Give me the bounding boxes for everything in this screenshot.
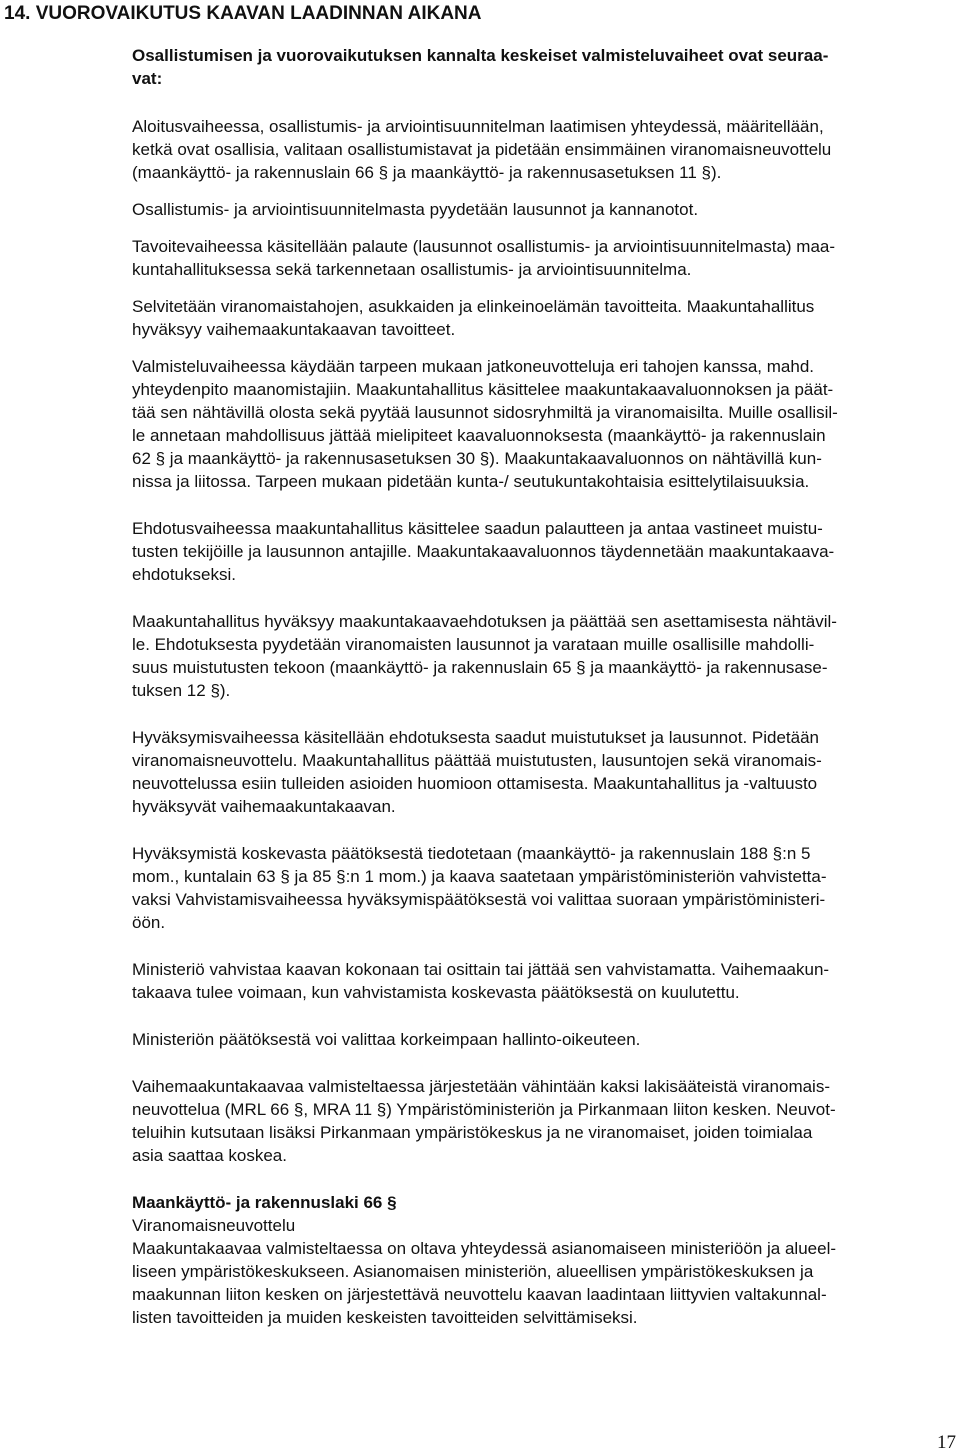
paragraph-line: Vaihemaakuntakaavaa valmisteltaessa järjestetään vähintään kaksi lakisääteistä viranomais-: [132, 1077, 830, 1096]
paragraph-line: ketkä ovat osallisia, valitaan osallistumistavat ja pidetään ensimmäinen viranomaisneuvottelu: [132, 140, 832, 159]
paragraph-line: neuvottelussa esiin tulleiden asioiden huomioon ottamisesta. Maakuntahallitus ja -valtuusto: [132, 774, 818, 793]
paragraph-line: Ministeriö vahvistaa kaavan kokonaan tai osittain tai jättää sen vahvistamatta. Vaihemaakun-: [132, 960, 830, 979]
paragraph-line: hyväksyy vaihemaakuntakaavan tavoitteet.: [132, 320, 456, 339]
law-section: [132, 1191, 954, 1329]
paragraph-line: öön.: [132, 913, 166, 932]
paragraph-line: viranomaisneuvottelu. Maakuntahallitus päättää muistutusten, lausuntojen sekä viranomais-: [132, 751, 822, 770]
paragraph-line: teluihin kutsutaan lisäksi Pirkanmaan ympäristökeskus ja ne viranomaiset, joiden toimialaa: [132, 1123, 813, 1142]
paragraph-line: Tavoitevaiheessa käsitellään palaute (lausunnot osallistumis- ja arviointisuunnitelmasta) maa-: [132, 237, 836, 256]
page-number: 17: [937, 1432, 956, 1453]
law-line: Maakuntakaavaa valmisteltaessa on oltava yhteydessä asianomaiseen ministeriöön ja alueel-: [132, 1239, 837, 1258]
paragraph-line: suus muistutusten tekoon (maankäyttö- ja rakennuslain 65 § ja maankäyttö- ja rakennusase-: [132, 658, 828, 677]
paragraph-line: Hyväksymisvaiheessa käsitellään ehdotuksesta saadut muistutukset ja lausunnot. Pidetään: [132, 728, 819, 747]
section-title: 14. VUOROVAIKUTUS KAAVAN LAADINNAN AIKANA: [4, 3, 482, 24]
paragraph-line: Osallistumis- ja arviointisuunnitelmasta pyydetään lausunnot ja kannanotot.: [132, 200, 699, 219]
paragraph-line: le annetaan mahdollisuus jättää mielipiteet kaavaluonnoksesta (maankäyttö- ja rakennuslain: [132, 426, 826, 445]
paragraph-lausunnot: [132, 198, 954, 221]
paragraph-line: Ministeriön päätöksestä voi valittaa korkeimpaan hallinto-oikeuteen.: [132, 1030, 641, 1049]
law-line: liseen ympäristökeskukseen. Asianomaisen ministeriön, alueellisen ympäristökeskuksen ja: [132, 1262, 814, 1281]
paragraph-line: kuntahallituksessa sekä tarkennetaan osallistumis- ja arviointisuunnitelma.: [132, 260, 692, 279]
paragraph-line: hyväksyvät vaihemaakuntakaavan.: [132, 797, 396, 816]
intro-heading-line: Osallistumisen ja vuorovaikutuksen kannalta keskeiset valmisteluvaiheet ovat seuraa-: [132, 46, 829, 65]
paragraph-line: tusten tekijöille ja lausunnon antajille. Maakuntakaavaluonnos täydennetään maakuntakaava-: [132, 542, 835, 561]
paragraph-line: Aloitusvaiheessa, osallistumis- ja arviointisuunnitelman laatimisen yhteydessä, määritellään,: [132, 117, 824, 136]
paragraph-line: yhteydenpito maanomistajiin. Maakuntahallitus käsittelee maakuntakaavaluonnoksen ja päät-: [132, 380, 834, 399]
paragraph-line: tuksen 12 §).: [132, 681, 231, 700]
paragraph-line: asia saattaa koskea.: [132, 1146, 287, 1165]
paragraph-tavoitevaihe: [132, 235, 954, 281]
paragraph-valmisteluvaihe: [132, 355, 954, 493]
paragraph-line: Maakuntahallitus hyväksyy maakuntakaavaehdotuksen ja päättää sen asettamisesta nähtävil-: [132, 612, 837, 631]
paragraph-line: Valmisteluvaiheessa käydään tarpeen mukaan jatkoneuvotteluja eri tahojen kanssa, mahd.: [132, 357, 814, 376]
paragraph-aloitusvaihe: [132, 115, 954, 184]
paragraph-line: Hyväksymistä koskevasta päätöksestä tiedotetaan (maankäyttö- ja rakennuslain 188 §:n 5: [132, 844, 811, 863]
intro-heading-line: vat:: [132, 69, 163, 88]
paragraph-line: mom., kuntalain 63 § ja 85 §:n 1 mom.) ja kaava saatetaan ympäristöministeriön vahvistetta-: [132, 867, 827, 886]
paragraph-valitus: [132, 1028, 954, 1051]
law-subheading: Viranomaisneuvottelu: [132, 1216, 296, 1235]
paragraph-viranomaisneuvottelut: [132, 1075, 954, 1167]
law-line: listen tavoitteiden ja muiden keskeisten tavoitteiden selvittämiseksi.: [132, 1308, 638, 1327]
paragraph-line: tää sen nähtävillä olosta sekä pyytää lausunnot sidosryhmiltä ja viranomaisilta. Muille osallisil-: [132, 403, 838, 422]
paragraph-line: vaksi Vahvistamisvaiheessa hyväksymispäätöksestä voi valittaa suoraan ympäristöministeri-: [132, 890, 826, 909]
paragraph-paatos: [132, 842, 954, 934]
paragraph-line: Ehdotusvaiheessa maakuntahallitus käsittelee saadun palautteen ja antaa vastineet muistu-: [132, 519, 823, 538]
paragraph-line: nissa ja liitossa. Tarpeen mukaan pidetään kunta-/ seutukuntakohtaisia esittelytilaisuuksia.: [132, 472, 810, 491]
document-body: [132, 44, 954, 1329]
paragraph-hyvaksymisvaihe: [132, 726, 954, 818]
paragraph-line: takaava tulee voimaan, kun vahvistamista koskevasta päätöksestä on kuulutettu.: [132, 983, 740, 1002]
paragraph-line: ehdotukseksi.: [132, 565, 236, 584]
paragraph-tavoitteet: [132, 295, 954, 341]
paragraph-line: (maankäyttö- ja rakennuslain 66 § ja maankäyttö- ja rakennusasetuksen 11 §).: [132, 163, 722, 182]
paragraph-nahtavilla: [132, 610, 954, 702]
intro-heading: [132, 44, 954, 90]
paragraph-vahvistus: [132, 958, 954, 1004]
paragraph-line: le. Ehdotuksesta pyydetään viranomaisten lausunnot ja varataan muille osallisille mahdolli-: [132, 635, 815, 654]
paragraph-line: Selvitetään viranomaistahojen, asukkaiden ja elinkeinoelämän tavoitteita. Maakuntahallitus: [132, 297, 815, 316]
paragraph-line: neuvottelua (MRL 66 §, MRA 11 §) Ympäristöministeriön ja Pirkanmaan liiton kesken. Neuvot-: [132, 1100, 836, 1119]
law-line: maakunnan liiton kesken on järjestettävä neuvottelu kaavan laadintaan liittyvien valtakunnal-: [132, 1285, 827, 1304]
paragraph-line: 62 § ja maankäyttö- ja rakennusasetuksen 30 §). Maakuntakaavaluonnos on nähtävillä kun-: [132, 449, 822, 468]
law-heading: Maankäyttö- ja rakennuslaki 66 §: [132, 1193, 397, 1212]
paragraph-ehdotusvaihe: [132, 517, 954, 586]
